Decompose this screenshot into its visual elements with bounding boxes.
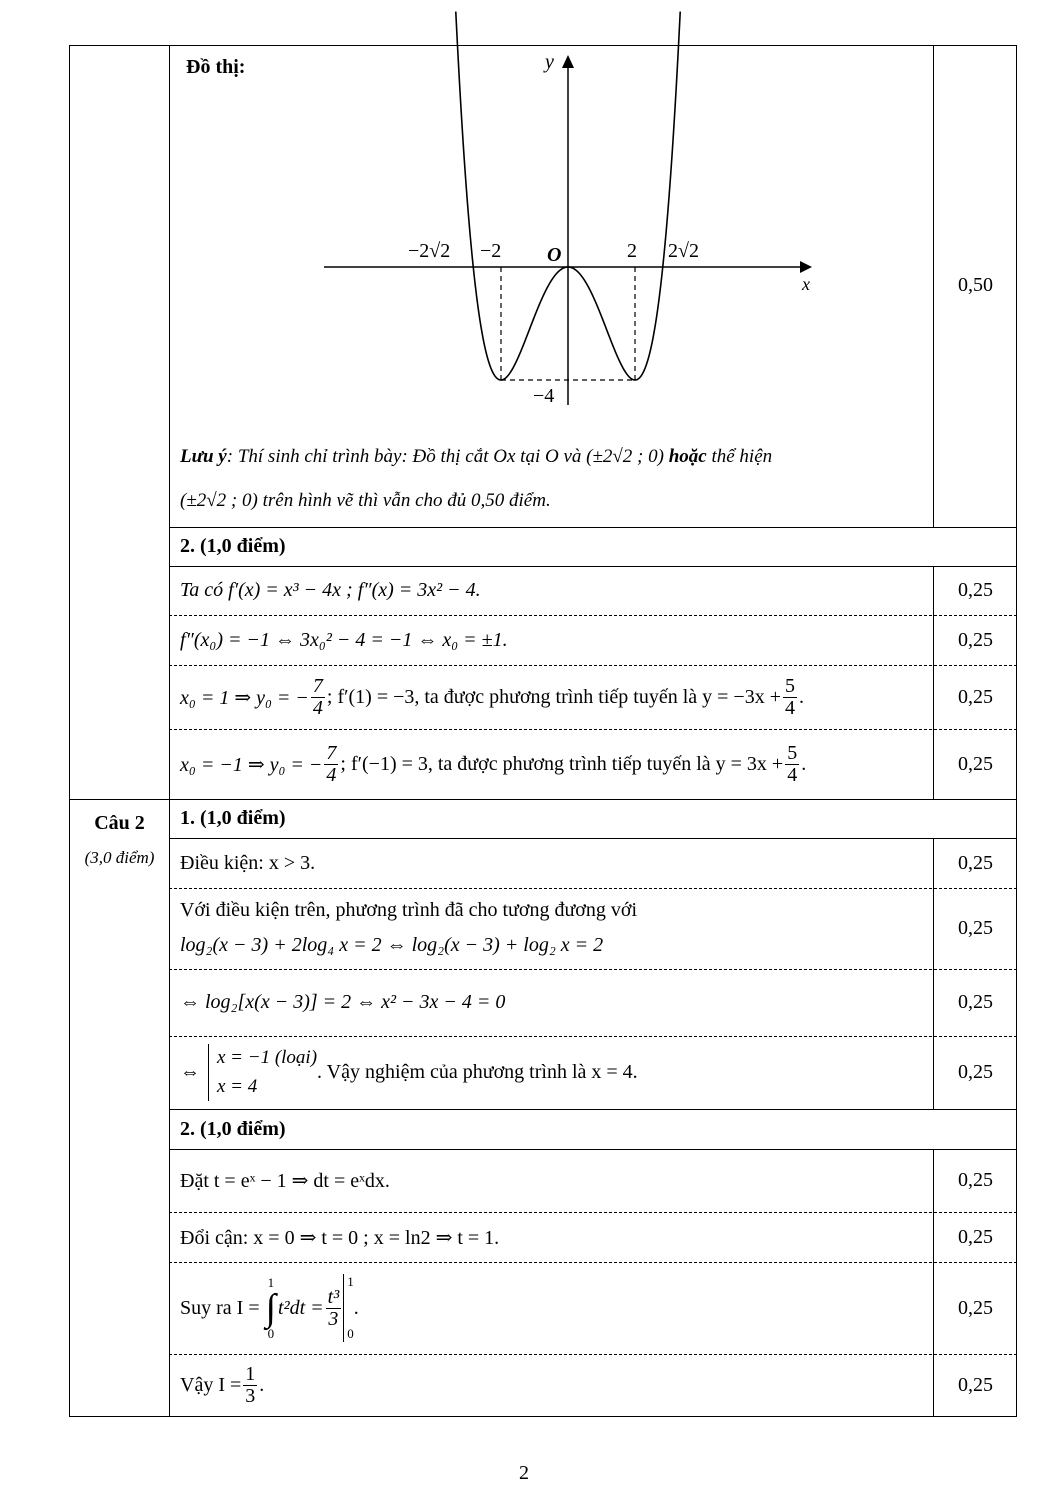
row4-mid: ; f′(−1) = 3, ta được phương trình tiếp tuyến là y = 3x + — [340, 752, 784, 775]
c2p1-row-1: Điều kiện: x > 3. — [180, 851, 316, 874]
c2p2-row-3: Suy ra I = 1 ∫ 0 t²dt = $\frac{\text{t³}}{3}$ 1 0 . — [180, 1274, 359, 1341]
fraction: $\frac{\text{t³}}{3}$ — [327, 1285, 340, 1330]
label-neg-4: −4 — [533, 385, 555, 407]
graph-score: 0,50 — [958, 273, 993, 296]
row-rule — [169, 527, 1017, 528]
label-pos-2sqrt2: 2√2 — [668, 240, 699, 262]
part2-row-4: x₀ = −1 ⇒ y₀ = − $\frac{7}{4}$ ; f′(−1) = 3, ta được phương trình tiếp tuyến là y = 3x + $\frac{5}{4}$ . — [180, 741, 807, 786]
result-pre: Vậy I = — [180, 1374, 242, 1396]
c2p2-score-4: 0,25 — [958, 1374, 993, 1396]
part2-score-2: 0,25 — [958, 628, 993, 651]
case-2: x = 4 — [217, 1075, 258, 1097]
c2p2-header: 2. (1,0 điểm) — [180, 1117, 286, 1140]
c2p2-score-1: 0,25 — [958, 1169, 993, 1191]
c2p1-row-3: ⇔ log₂[x(x − 3)] = 2 ⇔ x² − 3x − 4 = 0 — [180, 991, 506, 1013]
case-1: x = −1 (loại) — [217, 1047, 318, 1068]
c2p1-score-3: 0,25 — [958, 991, 993, 1013]
origin-label: O — [547, 244, 562, 266]
fraction: $\frac{5}{4}$ — [785, 674, 795, 719]
case-bracket — [208, 1044, 317, 1101]
c2p1-row-2-line-2: log₂(x − 3) + 2log₄ x = 2 ⇔ log₂(x − 3) + log₂ x = 2 — [180, 933, 604, 956]
c2p1-score-4: 0,25 — [958, 1061, 993, 1083]
c2p2-row-2: Đổi cận: x = 0 ⇒ t = 0 ; x = ln2 ⇒ t = 1. — [180, 1226, 500, 1249]
integral-pre: Suy ra I = — [180, 1296, 260, 1319]
fraction: $\frac{7}{4}$ — [326, 741, 337, 786]
fraction: $\frac{7}{4}$ — [312, 674, 323, 719]
note-line-2: (±2√2 ; 0) trên hình vẽ thì vẫn cho đủ 0,50 điểm. — [180, 490, 551, 511]
part2-row-1: Ta có f′(x) = x³ − 4x ; f″(x) = 3x² − 4. — [180, 579, 481, 601]
c2p1-score-2: 0,25 — [958, 917, 993, 939]
part2-score-3: 0,25 — [958, 685, 993, 708]
evaluation-bar: 1 0 — [343, 1274, 354, 1342]
part2-header: 2. (1,0 điểm) — [180, 535, 286, 557]
note-bold-2: hoặc — [668, 446, 707, 467]
equivalent-symbol: ⇔ — [180, 1061, 200, 1083]
function-graph — [320, 50, 840, 410]
c2p1-row-4 — [180, 1036, 638, 1109]
part2-row-2: f″(x₀) = −1 ⇔ 3x₀² − 4 = −1 ⇔ x₀ = ±1. — [180, 628, 508, 651]
c2p1-score-1: 0,25 — [958, 851, 993, 874]
label-neg-2: −2 — [480, 240, 502, 262]
label-pos-2: 2 — [627, 240, 637, 262]
part2-score-4: 0,25 — [958, 752, 993, 775]
fraction: $\frac{5}{4}$ — [787, 741, 798, 786]
c2p1-header: 1. (1,0 điểm) — [180, 807, 286, 829]
note-text-end: thể hiện — [711, 446, 773, 467]
note-line-1 — [180, 446, 772, 468]
graph-heading: Đồ thị: — [186, 55, 246, 78]
row3-mid: ; f′(1) = −3, ta được phương trình tiếp tuyến là y = −3x + — [326, 685, 781, 708]
integrand: t²dt = — [278, 1296, 324, 1319]
c2p2-row-1: Đặt t = eˣ − 1 ⇒ dt = eˣdx. — [180, 1170, 390, 1192]
fraction: $\frac{1}{3}$ — [245, 1363, 256, 1407]
note-bold: Lưu ý — [180, 446, 227, 467]
x-axis-label: x — [802, 274, 810, 294]
row-rule — [169, 888, 1017, 889]
label-neg-2sqrt2: −2√2 — [408, 240, 451, 262]
c2p1-row-4-text: . Vậy nghiệm của phương trình là x = 4. — [317, 1061, 638, 1083]
c2p2-row-4: Vậy I = $\frac{1}{3}$ . — [180, 1363, 265, 1407]
c2p2-score-2: 0,25 — [958, 1225, 993, 1248]
note-text: : Thí sinh chỉ trình bày: Đồ thị cắt Ox tại O và (±2√2 ; 0) — [226, 446, 664, 467]
row-rule — [169, 1109, 1017, 1110]
row-rule — [169, 1354, 1017, 1355]
part2-score-1: 0,25 — [958, 579, 993, 601]
c2p2-score-3: 0,25 — [958, 1296, 993, 1319]
question-2-points: (3,0 điểm) — [84, 848, 155, 867]
part2-row-3: x₀ = 1 ⇒ y₀ = − $\frac{7}{4}$ ; f′(1) = −3, ta được phương trình tiếp tuyến là y = −3x + $\frac{5}{4}$ . — [180, 674, 804, 719]
question-2-title: Câu 2 — [94, 812, 145, 834]
integral-sign: 1 ∫ 0 — [265, 1275, 277, 1341]
c2p1-row-2-line-1: Với điều kiện trên, phương trình đã cho tương đương với — [180, 898, 638, 921]
page-number: 2 — [519, 1462, 529, 1484]
row4-pre: x₀ = −1 ⇒ y₀ = − — [180, 753, 323, 776]
y-axis-label: y — [545, 51, 554, 73]
row3-pre: x₀ = 1 ⇒ y₀ = − — [180, 686, 309, 709]
